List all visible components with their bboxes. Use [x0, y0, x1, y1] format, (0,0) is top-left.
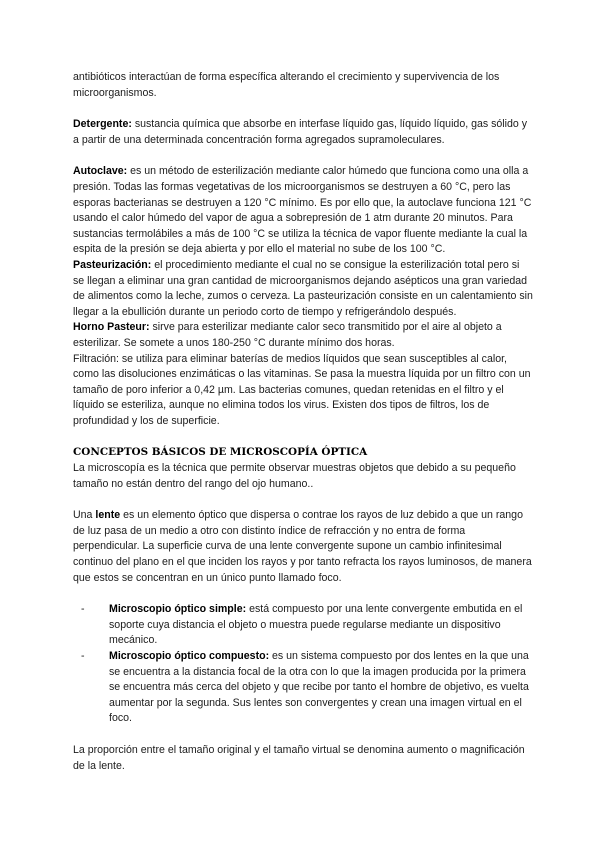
definition-text: Filtración: se utiliza para eliminar baterías de medios líquidos que sean susceptibles al calor, como las disoluciones enzimáticas o las vitaminas. Se pasa la muestra líquida por un filtro con un tamaño de poro inferior a 0,42 µm. Las bacterias comunes, quedan retenidas en el filtro y el líquido se esteriliza, aunque no elimina todos los virus. Existen dos tipos de filtros, los de profundidad y los de superficie. — [73, 352, 531, 427]
list-dash: - — [81, 603, 85, 616]
section-heading: CONCEPTOS BÁSICOS DE MICROSCOPÍA ÓPTICA — [73, 446, 368, 459]
lens-paragraph: Una lente es un elemento óptico que dispersa o contrae los rayos de luz debido a que un rango de luz pasa de un medio a otro con distinto índice de refracción y no entra de forma perpendicular. La superficie curva de una lente convergente supone un cambio infinitesimal continuo del plano en el que inciden los rayos y por tanto refracta los rayos luminosos, de manera que estos se concentran en un único punto llamado foco. — [73, 509, 532, 584]
definition-autoclave — [73, 164, 533, 258]
intro-paragraph: antibióticos interactúan de forma específica alterando el crecimiento y supervivencia de los microorganismos. — [73, 71, 500, 99]
definition-term: Horno Pasteur: — [73, 321, 150, 334]
definition-text: sirve para esterilizar mediante calor seco transmitido por el aire al objeto a esterilizar. Se somete a unos 180-250 °C durante mínimo dos horas. — [73, 321, 502, 349]
definition-filtracion — [73, 352, 533, 430]
closing-paragraph: La proporción entre el tamaño original y el tamaño virtual se denomina aumento o magnificación de la lente. — [73, 743, 525, 772]
definition-text: sustancia química que absorbe en interfase líquido gas, líquido líquido, gas sólido y a partir de una determinada concentración forma agregados supramoleculares. — [73, 118, 528, 146]
lens-term: lente — [95, 509, 121, 522]
definition-horno-pasteur — [73, 320, 533, 351]
list-item: - Microscopio óptico simple: está compuesto por una lente convergente embutida en el soporte cuya distancia el objeto o muestra puede regularse mediante un dispositivo mecánico. — [81, 603, 523, 647]
definition-term: Autoclave: — [73, 165, 128, 178]
microscope-list — [73, 602, 533, 727]
definition-pasteurizacion — [73, 258, 533, 320]
definition-detergente — [73, 117, 533, 148]
section-intro: La microscopía es la técnica que permite observar muestras objetos que debido a su pequeño tamaño no están dentro del rango del ojo humano.. — [73, 462, 516, 490]
definition-text: es un método de esterilización mediante calor húmedo que funciona como una olla a presión. Todas las formas vegetativas de los microorganismos se destruyen a 60 °C, pero las esporas bacterianas se destruyen a 120 °C mínimo. Es por ello que, la autoclave funciona 121 °C usando el calor húmedo del vapor de agua a sobrepresión de 1 atm durante 20 minutos. Para sustancias termolábiles a más de 100 °C se utiliza la técnica de vapor fluente mediante la cual la espita de la presión se deja abierta y por ello el material no sube de los 100 °C. — [73, 165, 532, 256]
document-page — [73, 70, 533, 774]
definition-text: el procedimiento mediante el cual no se consigue la esterilización total pero si se llegan a eliminar una gran cantidad de microorganismos dejando asépticos una gran variedad de alimentos como la leche, zumos o cerveza. La pasteurización consiste en un calentamiento sin llegar a la ebullición durante un periodo corto de tiempo y refrigerándolo después. — [73, 258, 533, 318]
definition-term: Detergente: — [73, 118, 132, 131]
definition-term: Pasteurización: — [73, 258, 152, 271]
list-dash: - — [81, 650, 85, 662]
list-item: - Microscopio óptico compuesto: es un sistema compuesto por dos lentes en la que una se encuentra a la distancia focal de la otra con lo que la imagen producida por la primera se encuentra más cerca del objeto y que recibe por tanto el hombre de objetivo, es vuelta aumentar por la segunda. Sus lentes son convergentes y crean una imagen virtual en el foco. — [81, 650, 529, 725]
